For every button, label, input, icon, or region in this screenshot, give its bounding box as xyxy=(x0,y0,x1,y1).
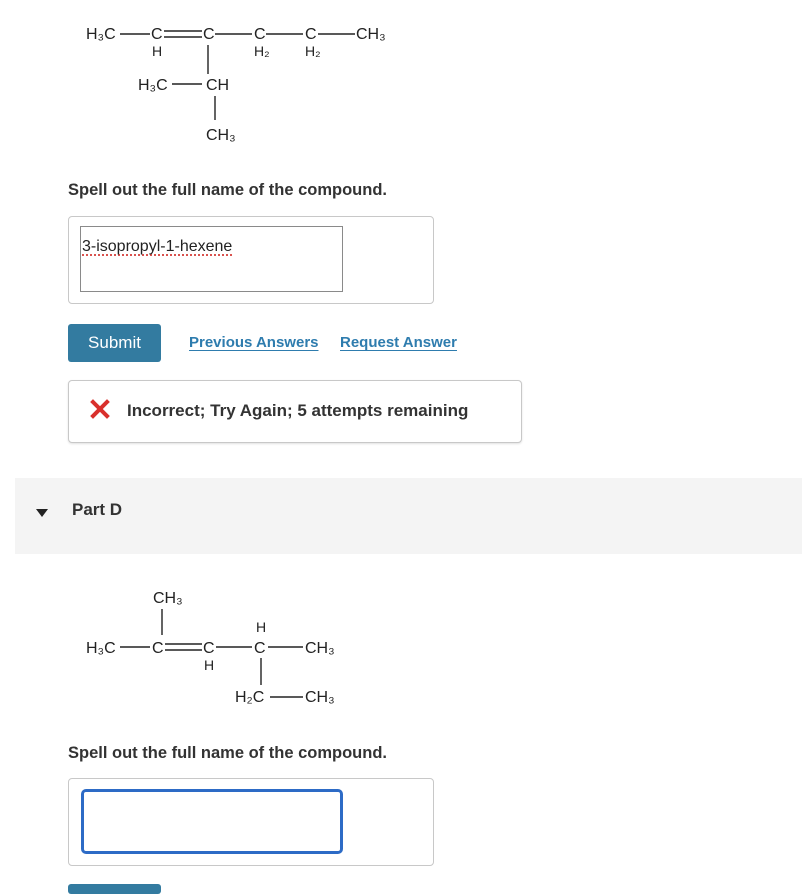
atom-c2: C xyxy=(203,26,215,43)
atom-c1: C xyxy=(151,26,163,43)
request-answer-link[interactable]: Request Answer xyxy=(340,334,457,351)
atom-h3c-left: H₃C xyxy=(86,640,116,657)
atom-c2-h: H xyxy=(204,657,215,673)
answer-input-value: 3-isopropyl-1-hexene xyxy=(82,238,233,255)
question-prompt-part-d: Spell out the full name of the compound. xyxy=(68,744,387,762)
caret-down-icon[interactable] xyxy=(35,505,49,523)
atom-c4-h2: H₂ xyxy=(305,43,321,59)
answer-box-part-c xyxy=(68,216,434,304)
atom-ch3-right: CH₃ xyxy=(305,640,335,657)
submit-button-part-d[interactable] xyxy=(68,884,161,894)
feedback-message xyxy=(68,380,522,443)
atom-c3: C xyxy=(254,26,266,43)
atom-ch: CH xyxy=(206,77,230,94)
answer-box-part-d xyxy=(68,778,434,866)
atom-ch3-top: CH₃ xyxy=(153,590,183,607)
submit-button[interactable]: Submit xyxy=(68,324,161,362)
atom-ch3-bottom: CH₃ xyxy=(305,689,335,706)
previous-answers-link[interactable]: Previous Answers xyxy=(189,334,319,351)
feedback-text: Incorrect; Try Again; 5 attempts remaining xyxy=(127,401,469,420)
atom-c3-h: H xyxy=(256,619,267,635)
atom-c2: C xyxy=(203,640,215,657)
part-d-header[interactable] xyxy=(15,478,802,554)
part-d-title: Part D xyxy=(72,500,123,519)
atom-c1: C xyxy=(152,640,164,657)
atom-c3: C xyxy=(254,640,266,657)
atom-c1-h: H xyxy=(152,43,163,59)
atom-h3c-branch: H₃C xyxy=(138,77,168,94)
atom-h2c: H₂C xyxy=(235,689,265,706)
answer-input-part-c[interactable] xyxy=(80,226,343,292)
atom-ch3-bottom: CH₃ xyxy=(206,127,236,144)
question-prompt-part-c: Spell out the full name of the compound. xyxy=(68,181,387,199)
atom-ch3-right: CH₃ xyxy=(356,26,386,43)
error-x-icon xyxy=(89,398,111,425)
structure-diagram-part-c xyxy=(0,0,802,170)
atom-h3c-left: H₃C xyxy=(86,26,116,43)
atom-c4: C xyxy=(305,26,317,43)
answer-input-part-d[interactable] xyxy=(81,789,343,854)
atom-c3-h2: H₂ xyxy=(254,43,270,59)
